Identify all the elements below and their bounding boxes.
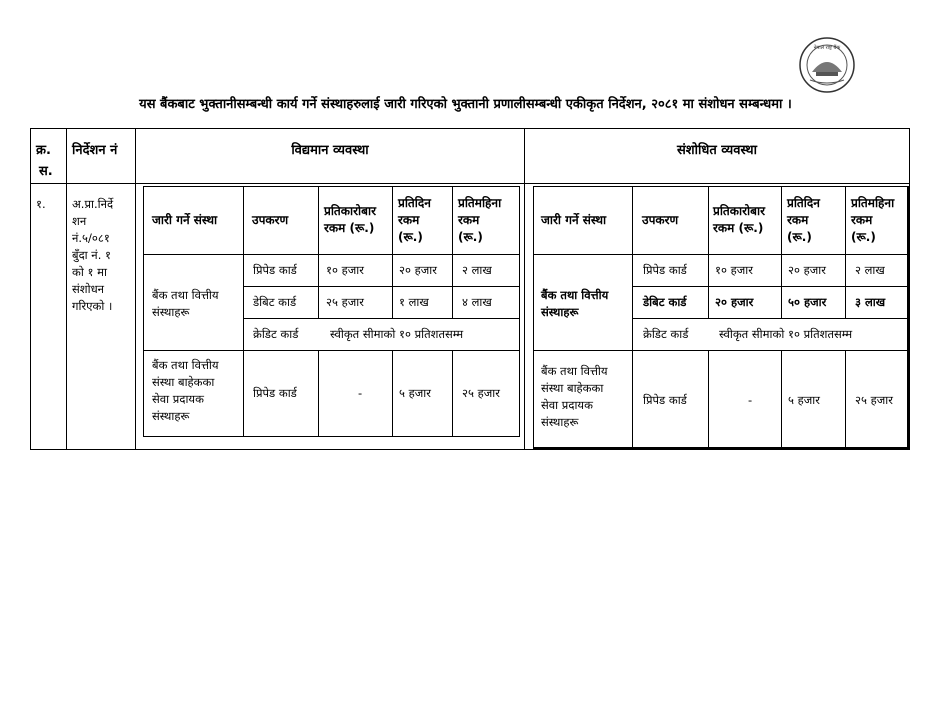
revised-debit-txn: २० हजार — [715, 295, 754, 309]
revised-vline — [632, 186, 633, 449]
directive-text — [72, 196, 134, 315]
directive-line: अ.प्रा.निर्दे — [72, 197, 114, 211]
existing-subheader-instrument: उपकरण — [252, 213, 289, 227]
existing-debit-month: ४ लाख — [462, 295, 492, 309]
revised-vline — [845, 350, 846, 449]
directive-line: को १ मा — [72, 265, 107, 279]
revised-vline — [708, 350, 709, 449]
revised-hline — [633, 286, 909, 287]
per-txn-line1: प्रतिकारोबार — [713, 204, 765, 218]
existing-non-bfi-prepaid-label: प्रिपेड कार्ड — [253, 386, 297, 400]
directive-line: नं.५/०८१ — [72, 231, 110, 245]
per-day-line2: रकम — [398, 213, 420, 227]
revised-prepaid-month: २ लाख — [855, 263, 885, 277]
per-txn-line2: रकम (रू.) — [324, 221, 375, 235]
existing-hline — [243, 318, 520, 319]
existing-hline — [243, 286, 520, 287]
revised-hline — [533, 254, 909, 255]
directive-line: बुँदा नं. १ — [72, 248, 111, 262]
non-bfi-line: संस्थाहरू — [152, 409, 190, 423]
non-bfi-line: संस्था बाहेकका — [152, 375, 215, 389]
per-day-line2: रकम — [787, 213, 809, 227]
revised-debit-month: ३ लाख — [855, 295, 886, 309]
per-month-line2: रकम — [458, 213, 480, 227]
per-txn-line1: प्रतिकारोबार — [324, 204, 376, 218]
revised-bfi-label — [541, 287, 608, 321]
revised-credit-limit: स्वीकृत सीमाको १० प्रतिशतसम्म — [719, 327, 853, 341]
col-divider-directive — [135, 128, 136, 450]
table-top-border — [30, 128, 910, 129]
header-existing: विद्यमान व्यवस्था — [291, 143, 369, 158]
header-sn-line1: क्र. — [36, 143, 51, 158]
revised-hline — [533, 350, 909, 351]
non-bfi-line: संस्था बाहेकका — [541, 381, 604, 395]
col-divider-sn — [66, 128, 67, 450]
header-revised: संशोधित व्यवस्था — [677, 143, 757, 158]
revised-subheader-per-txn — [713, 203, 765, 237]
seal-icon — [798, 36, 856, 94]
directive-line: संशोधन — [72, 282, 105, 296]
revised-non-bfi-prepaid-day: ५ हजार — [788, 393, 820, 407]
seal-text: नेपाल राष्ट्र बैंक — [813, 45, 841, 51]
directive-line: गरिएको । — [72, 299, 113, 313]
bfi-line: बैंक तथा वित्तीय — [541, 288, 609, 302]
revised-hline — [633, 318, 909, 319]
table-left-border — [30, 128, 31, 450]
directive-line: शन — [72, 214, 87, 228]
revised-debit-label: डेबिट कार्ड — [643, 295, 687, 309]
revised-vline — [708, 186, 709, 318]
existing-vline — [392, 350, 393, 437]
existing-prepaid-txn: १० हजार — [326, 263, 364, 277]
row-sn: १. — [36, 197, 46, 211]
existing-subheader-per-month — [458, 195, 501, 246]
existing-prepaid-month: २ लाख — [462, 263, 492, 277]
existing-debit-txn: २५ हजार — [326, 295, 364, 309]
existing-hline — [143, 350, 520, 351]
bfi-line: संस्थाहरू — [541, 305, 579, 319]
revised-non-bfi-prepaid-txn: - — [748, 393, 753, 407]
existing-subheader-per-txn — [324, 203, 376, 237]
revised-vline — [845, 186, 846, 318]
bfi-line: संस्थाहरू — [152, 305, 190, 319]
existing-debit-day: १ लाख — [399, 295, 429, 309]
non-bfi-line: सेवा प्रदायक — [152, 392, 204, 406]
revised-subheader-instrument: उपकरण — [642, 213, 679, 227]
existing-prepaid-label: प्रिपेड कार्ड — [253, 263, 297, 277]
per-month-line2: रकम — [851, 213, 873, 227]
table-bottom-border — [30, 449, 910, 450]
revised-subheader-issuer: जारी गर्ने संस्था — [541, 213, 607, 227]
existing-bfi-label — [152, 287, 219, 321]
existing-non-bfi-label — [152, 357, 219, 425]
revised-credit-label: क्रेडिट कार्ड — [643, 327, 689, 341]
existing-vline — [452, 350, 453, 437]
existing-non-bfi-prepaid-month: २५ हजार — [462, 386, 500, 400]
existing-non-bfi-prepaid-txn: - — [358, 386, 363, 400]
existing-vline — [392, 186, 393, 318]
revised-vline — [781, 186, 782, 318]
bfi-line: बैंक तथा वित्तीय — [152, 288, 219, 302]
per-month-line3: (रू.) — [458, 230, 483, 244]
existing-vline — [452, 186, 453, 318]
revised-vline — [781, 350, 782, 449]
per-txn-line2: रकम (रू.) — [713, 221, 764, 235]
nrb-logo — [798, 36, 856, 94]
existing-vline — [243, 186, 244, 437]
header-sn-line2: स. — [39, 164, 53, 179]
per-day-line3: (रू.) — [787, 230, 812, 244]
existing-credit-limit: स्वीकृत सीमाको १० प्रतिशतसम्म — [330, 327, 464, 341]
per-day-line3: (रू.) — [398, 230, 423, 244]
existing-debit-label: डेबिट कार्ड — [253, 295, 297, 309]
table-header-border — [30, 183, 910, 184]
revised-debit-day: ५० हजार — [788, 295, 827, 309]
existing-subheader-issuer: जारी गर्ने संस्था — [152, 213, 218, 227]
revised-non-bfi-prepaid-label: प्रिपेड कार्ड — [643, 393, 687, 407]
existing-vline — [318, 186, 319, 318]
revised-prepaid-label: प्रिपेड कार्ड — [643, 263, 687, 277]
existing-prepaid-day: २० हजार — [399, 263, 437, 277]
per-month-line1: प्रतिमहिना — [458, 196, 502, 210]
non-bfi-line: बैंक तथा वित्तीय — [541, 364, 608, 378]
per-day-line1: प्रतिदिन — [787, 196, 820, 210]
revised-subheader-per-day — [787, 195, 820, 246]
per-month-line3: (रू.) — [851, 230, 876, 244]
per-month-line1: प्रतिमहिना — [851, 196, 895, 210]
table-right-border — [909, 128, 910, 450]
revised-prepaid-day: २० हजार — [788, 263, 826, 277]
existing-vline — [318, 350, 319, 437]
existing-non-bfi-prepaid-day: ५ हजार — [399, 386, 431, 400]
revised-subheader-per-month — [851, 195, 894, 246]
existing-subheader-per-day — [398, 195, 431, 246]
non-bfi-line: बैंक तथा वित्तीय — [152, 358, 219, 372]
revised-prepaid-txn: १० हजार — [715, 263, 753, 277]
col-divider-existing — [524, 128, 525, 450]
page-title: यस बैंकबाट भुक्तानीसम्बन्धी कार्य गर्ने संस्थाहरुलाई जारी गरिएको भुक्तानी प्रणालीसम्बन्धी एकीकृत निर्देशन, २०८१ मा संशोधन सम्बन्धमा । — [139, 97, 792, 112]
revised-non-bfi-label — [541, 363, 608, 431]
non-bfi-line: सेवा प्रदायक — [541, 398, 593, 412]
non-bfi-line: संस्थाहरू — [541, 415, 579, 429]
existing-hline — [143, 254, 520, 255]
header-directive-no: निर्देशन नं — [72, 143, 118, 158]
revised-non-bfi-prepaid-month: २५ हजार — [855, 393, 893, 407]
existing-credit-label: क्रेडिट कार्ड — [253, 327, 299, 341]
per-day-line1: प्रतिदिन — [398, 196, 431, 210]
